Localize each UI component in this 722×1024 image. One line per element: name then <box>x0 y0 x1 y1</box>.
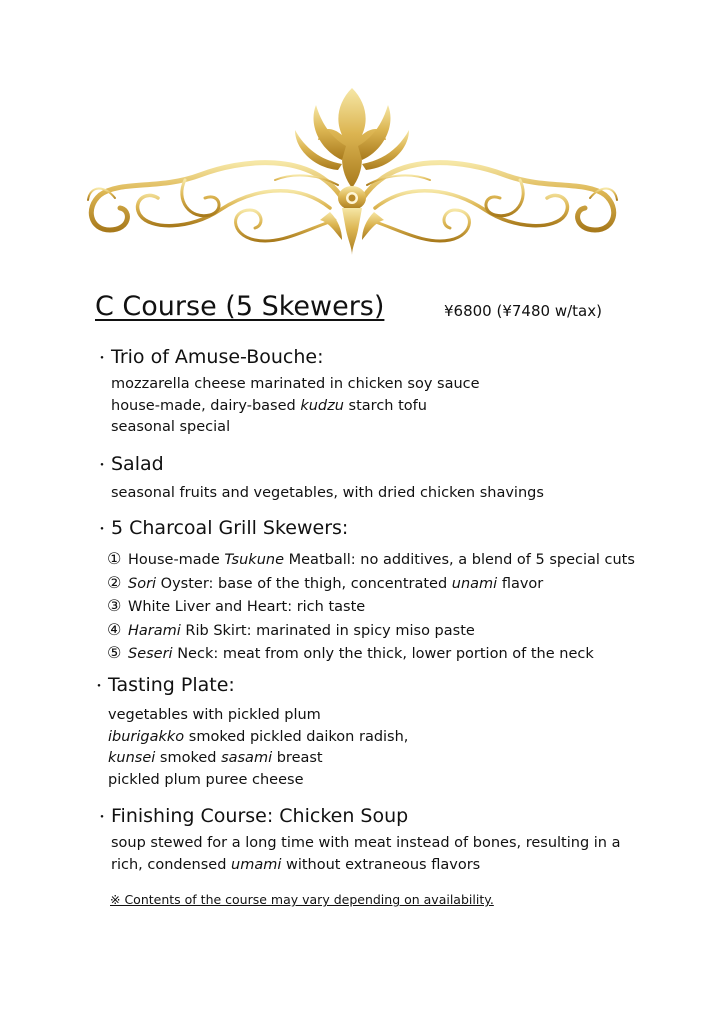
section-finishing-course <box>95 804 665 876</box>
bullet-icon: ・ <box>95 458 109 474</box>
section-tasting-plate <box>92 673 662 791</box>
number-badge: ② <box>107 572 122 592</box>
list-item: vegetables with pickled plum <box>108 707 321 723</box>
course-price: ¥6800 (¥7480 w/tax) <box>444 302 602 320</box>
item-text: house-made, dairy-based <box>111 397 301 414</box>
list-item: seasonal fruits and vegetables, with dried chicken shavings <box>111 485 544 501</box>
item-term: iburigakko <box>108 728 185 745</box>
skewer-list <box>107 548 665 666</box>
heading-text: Trio of Amuse-Bouche: <box>111 346 324 368</box>
item-text: smoked pickled daikon radish, <box>184 728 409 745</box>
list-item <box>111 396 665 418</box>
item-term: sasami <box>221 750 273 766</box>
item-term: umami <box>231 856 282 873</box>
list-item: soup stewed for a long time with meat instead of bones, resulting in a <box>111 835 621 851</box>
heading-text: Salad <box>111 453 164 475</box>
item-text: breast <box>272 750 323 766</box>
item-text: Meatball: no additives, a blend of 5 special cuts <box>284 552 635 568</box>
section-heading <box>92 673 662 699</box>
heading-text: 5 Charcoal Grill Skewers: <box>111 517 349 539</box>
item-list <box>111 374 665 439</box>
section-heading <box>95 452 665 478</box>
course-header <box>95 290 655 330</box>
section-heading <box>95 804 665 830</box>
item-text: White Liver and Heart: rich taste <box>128 599 366 615</box>
item-text: flavor <box>497 575 544 592</box>
item-list <box>108 705 662 791</box>
heading-text: Finishing Course: Chicken Soup <box>111 805 409 827</box>
item-term: Harami <box>128 622 181 639</box>
item-text: without extraneous flavors <box>281 856 481 873</box>
item-term: Tsukune <box>224 552 285 568</box>
list-item <box>108 727 662 749</box>
heading-text: Tasting Plate: <box>108 674 235 696</box>
section-heading <box>95 516 665 542</box>
item-text: starch tofu <box>343 397 427 414</box>
availability-note: ※ Contents of the course may vary depending on availability. <box>110 892 494 907</box>
item-term: Sori <box>128 575 157 592</box>
bullet-icon: ・ <box>95 351 109 367</box>
list-item <box>108 748 662 770</box>
item-list <box>111 833 665 876</box>
item-term: kunsei <box>108 750 156 766</box>
section-amuse-bouche <box>95 345 665 439</box>
item-list <box>111 483 665 505</box>
skewer-item-4 <box>107 619 665 643</box>
list-item: mozzarella cheese marinated in chicken soy sauce <box>111 376 480 392</box>
item-term: unami <box>451 575 498 592</box>
item-term: Seseri <box>128 646 173 662</box>
skewer-item-1 <box>107 548 665 572</box>
gold-flourish-ornament-icon <box>80 80 625 265</box>
item-text: smoked <box>155 750 222 766</box>
skewer-item-2 <box>107 572 665 596</box>
section-heading <box>95 345 665 371</box>
bullet-icon: ・ <box>95 522 109 538</box>
course-title: C Course (5 Skewers) <box>95 291 385 322</box>
bullet-icon: ・ <box>92 679 106 695</box>
item-text: Rib Skirt: marinated in spicy miso paste <box>180 622 475 639</box>
item-text: Neck: meat from only the thick, lower portion of the neck <box>172 646 594 662</box>
number-badge: ④ <box>107 619 122 639</box>
list-item: pickled plum puree cheese <box>108 771 304 788</box>
number-badge: ⑤ <box>107 643 122 662</box>
item-term: kudzu <box>300 397 344 414</box>
item-text: House-made <box>128 552 225 568</box>
number-badge: ③ <box>107 596 122 615</box>
item-text: rich, condensed <box>111 856 232 873</box>
item-text: Oyster: base of the thigh, concentrated <box>156 575 452 592</box>
list-item: seasonal special <box>111 419 231 435</box>
section-skewers <box>95 516 665 666</box>
section-salad <box>95 452 665 505</box>
skewer-item-5 <box>107 642 665 666</box>
number-badge: ① <box>107 549 122 568</box>
bullet-icon: ・ <box>95 810 109 826</box>
list-item <box>111 855 665 877</box>
skewer-item-3 <box>107 595 665 619</box>
